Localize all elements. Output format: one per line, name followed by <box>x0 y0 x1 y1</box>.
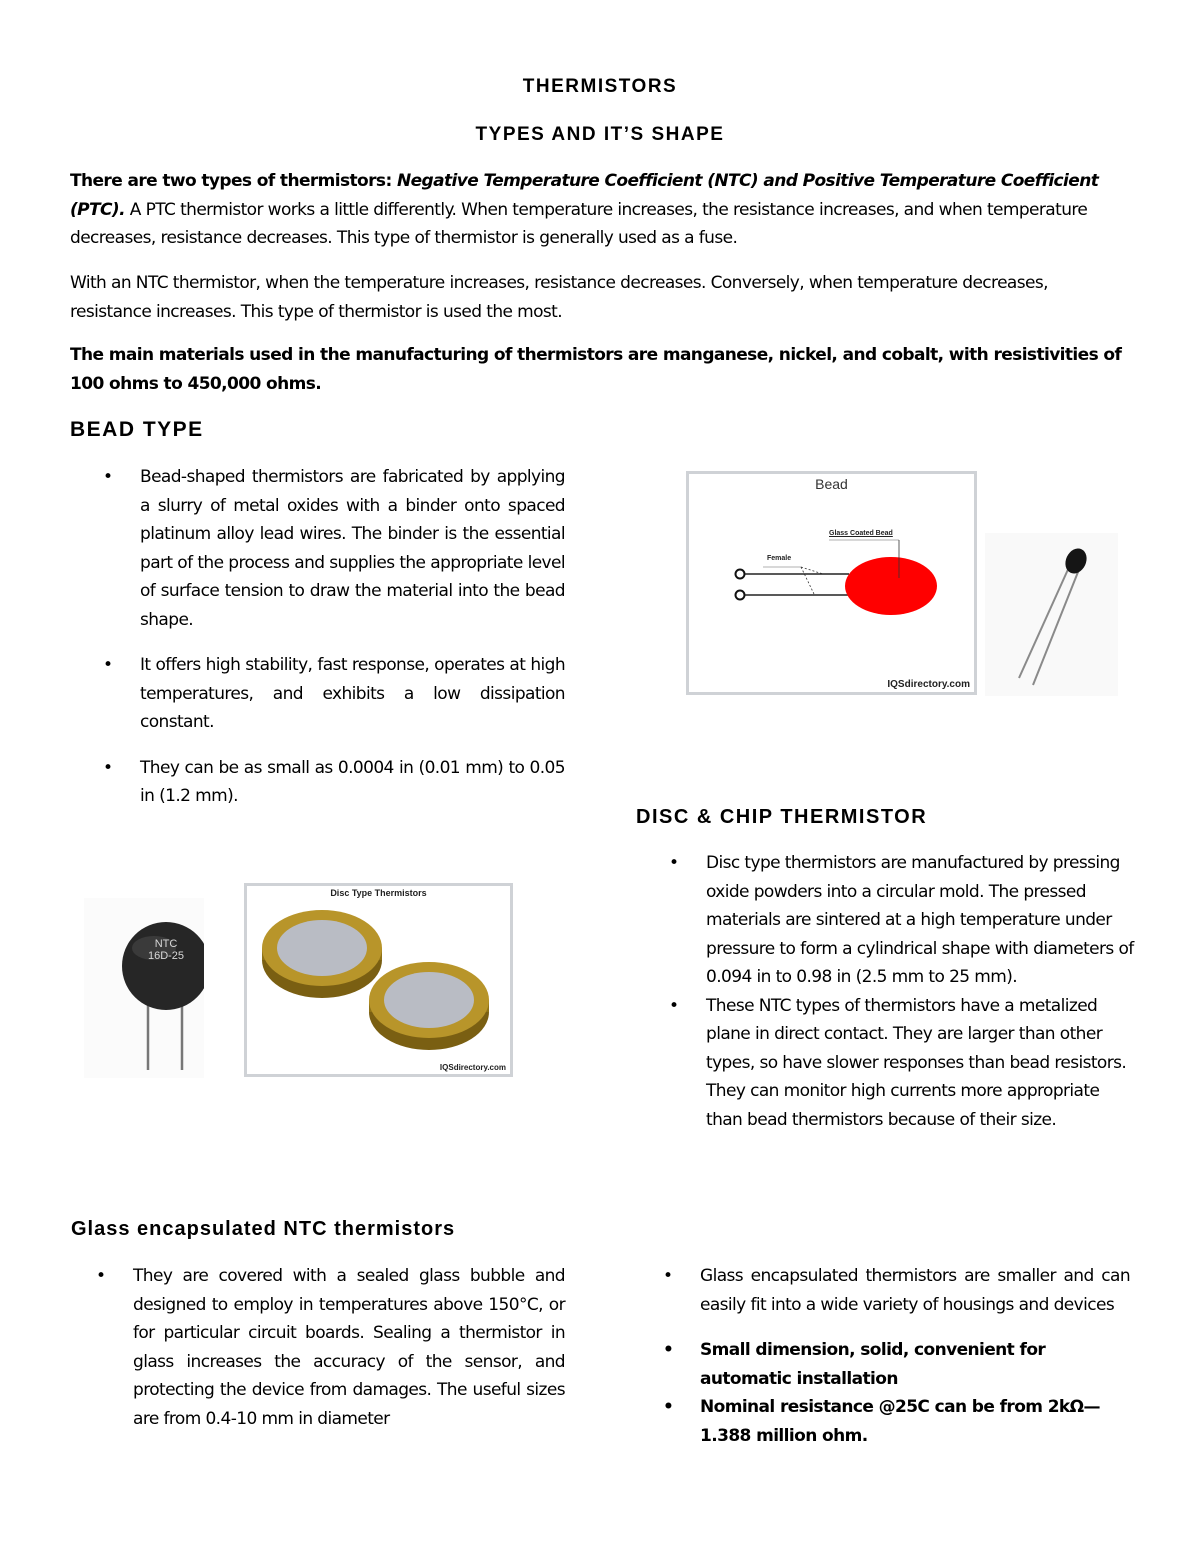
bullet-icon: • <box>663 1340 674 1360</box>
glass-right-bullet-3: • Nominal resistance @25C can be from 2kΩ— 1.388 million ohm. <box>630 1393 1130 1450</box>
bead-diagram <box>686 471 977 695</box>
disc-bullet-1: • Disc type thermistors are manufactured by pressing oxide powders into a circular mold. The pressed materials are sintered at a high temperature under pressure to form a cylindrical shape with diameters of 0.094 in to 0.98 in (2.5 mm to 25 mm). <box>636 849 1136 992</box>
ntc-disc-photo <box>84 898 204 1078</box>
bullet-icon: • <box>103 467 113 487</box>
materials-paragraph: The main materials used in the manufacturing of thermistors are manganese, nickel, and cobalt, with resistivities of 100 ohms to 450,000 ohms. <box>70 345 1122 394</box>
bead-bullet-2: • It offers high stability, fast response, operates at high temperatures, and exhibits a low dissipation constant. <box>70 651 565 737</box>
disc-diagram-title: Disc Type Thermistors <box>330 888 427 898</box>
glass-right-bullet-list <box>630 1262 1130 1450</box>
intro-types: Negative Temperature Coefficient (NTC) and Positive Temperature Coefficient (PTC). <box>70 171 1099 220</box>
page-subtitle: TYPES AND IT’S SHAPE <box>475 124 725 145</box>
page-title: THERMISTORS <box>522 76 678 97</box>
bead-bullet-3: • They can be as small as 0.0004 in (0.01 mm) to 0.05 in (1.2 mm). <box>70 754 565 811</box>
disc-bullet-list <box>636 849 1136 1134</box>
glass-left-bullet-list <box>63 1262 565 1433</box>
bead-schematic-icon <box>689 474 974 692</box>
bullet-icon: • <box>96 1266 106 1286</box>
intro-paragraph <box>70 167 1132 253</box>
bullet-icon: • <box>663 1266 673 1286</box>
bead-diagram-title: Bead <box>815 476 848 492</box>
bullet-icon: • <box>663 1397 674 1417</box>
bullet-icon: • <box>669 853 679 873</box>
bead-diagram-watermark: IQSdirectory.com <box>887 679 970 690</box>
disc-thermistors-icon <box>247 886 510 1074</box>
disc-diagram-watermark: IQSdirectory.com <box>439 1063 506 1072</box>
intro-lead: There are two types of thermistors: <box>70 171 397 191</box>
glass-left-bullet-1: • They are covered with a sealed glass bubble and designed to employ in temperatures above 150°C, or for particular circuit boards. Sealing a thermistor in glass increases the accuracy of the sensor, and protecting the device from damages. The useful sizes are from 0.4-10 mm in diameter <box>63 1262 565 1433</box>
bullet-icon: • <box>669 995 679 1016</box>
disc-diagram <box>244 883 513 1077</box>
bead-bullet-1: • Bead-shaped thermistors are fabricated by applying a slurry of metal oxides with a binder onto spaced platinum alloy lead wires. The binder is the essential part of the process and supplies the appropriate level of surface tension to draw the material into the bead shape. <box>70 463 565 634</box>
glass-right-bullet-1: • Glass encapsulated thermistors are smaller and can easily fit into a wide variety of housings and devices <box>630 1262 1130 1319</box>
ntc-disc-marking: NTC 16D-25 <box>147 938 185 962</box>
intro-ptc-description: A PTC thermistor works a little differently. When temperature increases, the resistance increases, and when temperature decreases, resistance decreases. This type of thermistor is generally used as a fuse. <box>70 199 1088 248</box>
bead-bullet-list <box>70 463 565 811</box>
glass-right-bullet-2: • Small dimension, solid, convenient for automatic installation <box>630 1336 1130 1393</box>
bead-type-heading: BEAD TYPE <box>70 418 204 441</box>
bead-thermistor-photo <box>985 533 1118 696</box>
ntc-paragraph: With an NTC thermistor, when the temperature increases, resistance decreases. Conversely, when temperature decreases, resistance increases. This type of thermistor is used the most. <box>70 273 1048 322</box>
disc-chip-heading: DISC & CHIP THERMISTOR <box>636 806 928 828</box>
disc-bullet-2: • These NTC types of thermistors have a metalized plane in direct contact. They are larger than other types, so have slower responses than bead resistors. They can monitor high currents more appropriate than bead thermistors because of their size. <box>636 992 1136 1135</box>
glass-coated-bead-label: Glass Coated Bead <box>829 530 893 537</box>
bullet-icon: • <box>103 655 113 675</box>
glass-encapsulated-heading: Glass encapsulated NTC thermistors <box>71 1218 456 1240</box>
female-leads-label: Female <box>767 555 792 562</box>
bullet-icon: • <box>103 757 113 778</box>
